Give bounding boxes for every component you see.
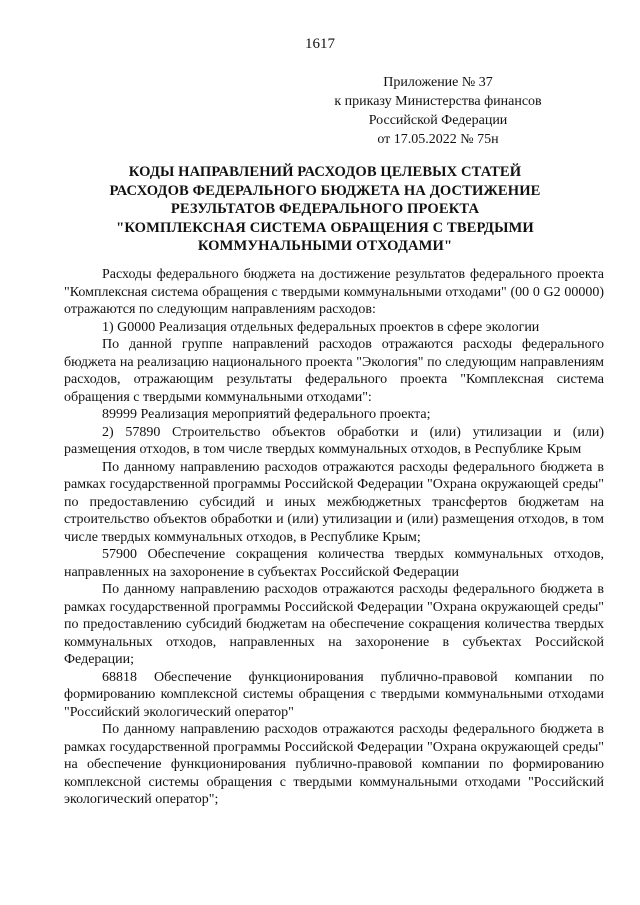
paragraph: По данному направлению расходов отражаются расходы федерального бюджета в рамках государственной программы Российской Федерации "Охрана окружающей среды" по предоставлению субсидий бюджетам на обеспечение сокращения количества твердых коммунальных отходов, направленных на захоронение в субъектах Российской Федерации;: [64, 582, 604, 667]
document-title: [60, 163, 590, 256]
title-line: РЕЗУЛЬТАТОВ ФЕДЕРАЛЬНОГО ПРОЕКТА: [170, 201, 480, 217]
title-line: КОДЫ НАПРАВЛЕНИЙ РАСХОДОВ ЦЕЛЕВЫХ СТАТЕЙ: [128, 164, 522, 180]
title-line: РАСХОДОВ ФЕДЕРАЛЬНОГО БЮДЖЕТА НА ДОСТИЖЕНИЕ: [109, 182, 541, 199]
paragraph: По данному направлению расходов отражаются расходы федерального бюджета в рамках государственной программы Российской Федерации "Охрана окружающей среды" по предоставлению субсидий и иных межбюджетных трансфертов бюджетам на строительство объектов обработки и (или) утилизации и (или) размещения отходов, в том числе твердых коммунальных отходов, в Республике Крым;: [64, 459, 604, 545]
appendix-header: [308, 73, 568, 149]
paragraph: По данному направлению расходов отражаются расходы федерального бюджета в рамках государственной программы Российской Федерации "Охрана окружающей среды" на обеспечение функционирования публично-правовой компании по формированию комплексной системы обращения с твердыми коммунальными отходами "Российский экологический оператор";: [64, 722, 604, 807]
paragraph: По данной группе направлений расходов отражаются расходы федерального бюджета на реализацию национального проекта "Экология" по следующим направлениям расходов, отражающим результаты федерального проекта "Комплексная система обращения с твердыми коммунальными отходами":: [64, 337, 604, 405]
paragraph: Расходы федерального бюджета на достижение результатов федерального проекта "Комплексная система обращения с твердыми коммунальными отходами" (00 0 G2 00000) отражаются по следующим направлениям расходов:: [64, 267, 604, 317]
document-body: [64, 266, 604, 809]
paragraph: 2) 57890 Строительство объектов обработки и (или) утилизации и (или) размещения отходов, в том числе твердых коммунальных отходов, в Республике Крым: [64, 424, 604, 457]
title-line: "КОМПЛЕКСНАЯ СИСТЕМА ОБРАЩЕНИЯ С ТВЕРДЫМИ: [116, 219, 534, 236]
appendix-line: к приказу Министерства финансов: [334, 94, 542, 109]
paragraph: 1) G0000 Реализация отдельных федеральных проектов в сфере экологии: [102, 319, 540, 335]
appendix-line: Приложение № 37: [383, 75, 493, 90]
page-number: 1617: [305, 36, 335, 52]
paragraph: 89999 Реализация мероприятий федерального проекта;: [102, 407, 431, 422]
title-line: КОММУНАЛЬНЫМИ ОТХОДАМИ": [197, 238, 453, 254]
paragraph: 57900 Обеспечение сокращения количества твердых коммунальных отходов, направленных на захоронение в субъектах Российской Федерации: [64, 547, 604, 580]
appendix-line: Российской Федерации: [368, 113, 508, 128]
paragraph: 68818 Обеспечение функционирования публично-правовой компании по формированию комплексной системы обращения с твердыми коммунальными отходами "Российский экологический оператор": [64, 669, 604, 720]
appendix-line: от 17.05.2022 № 75н: [377, 132, 499, 147]
